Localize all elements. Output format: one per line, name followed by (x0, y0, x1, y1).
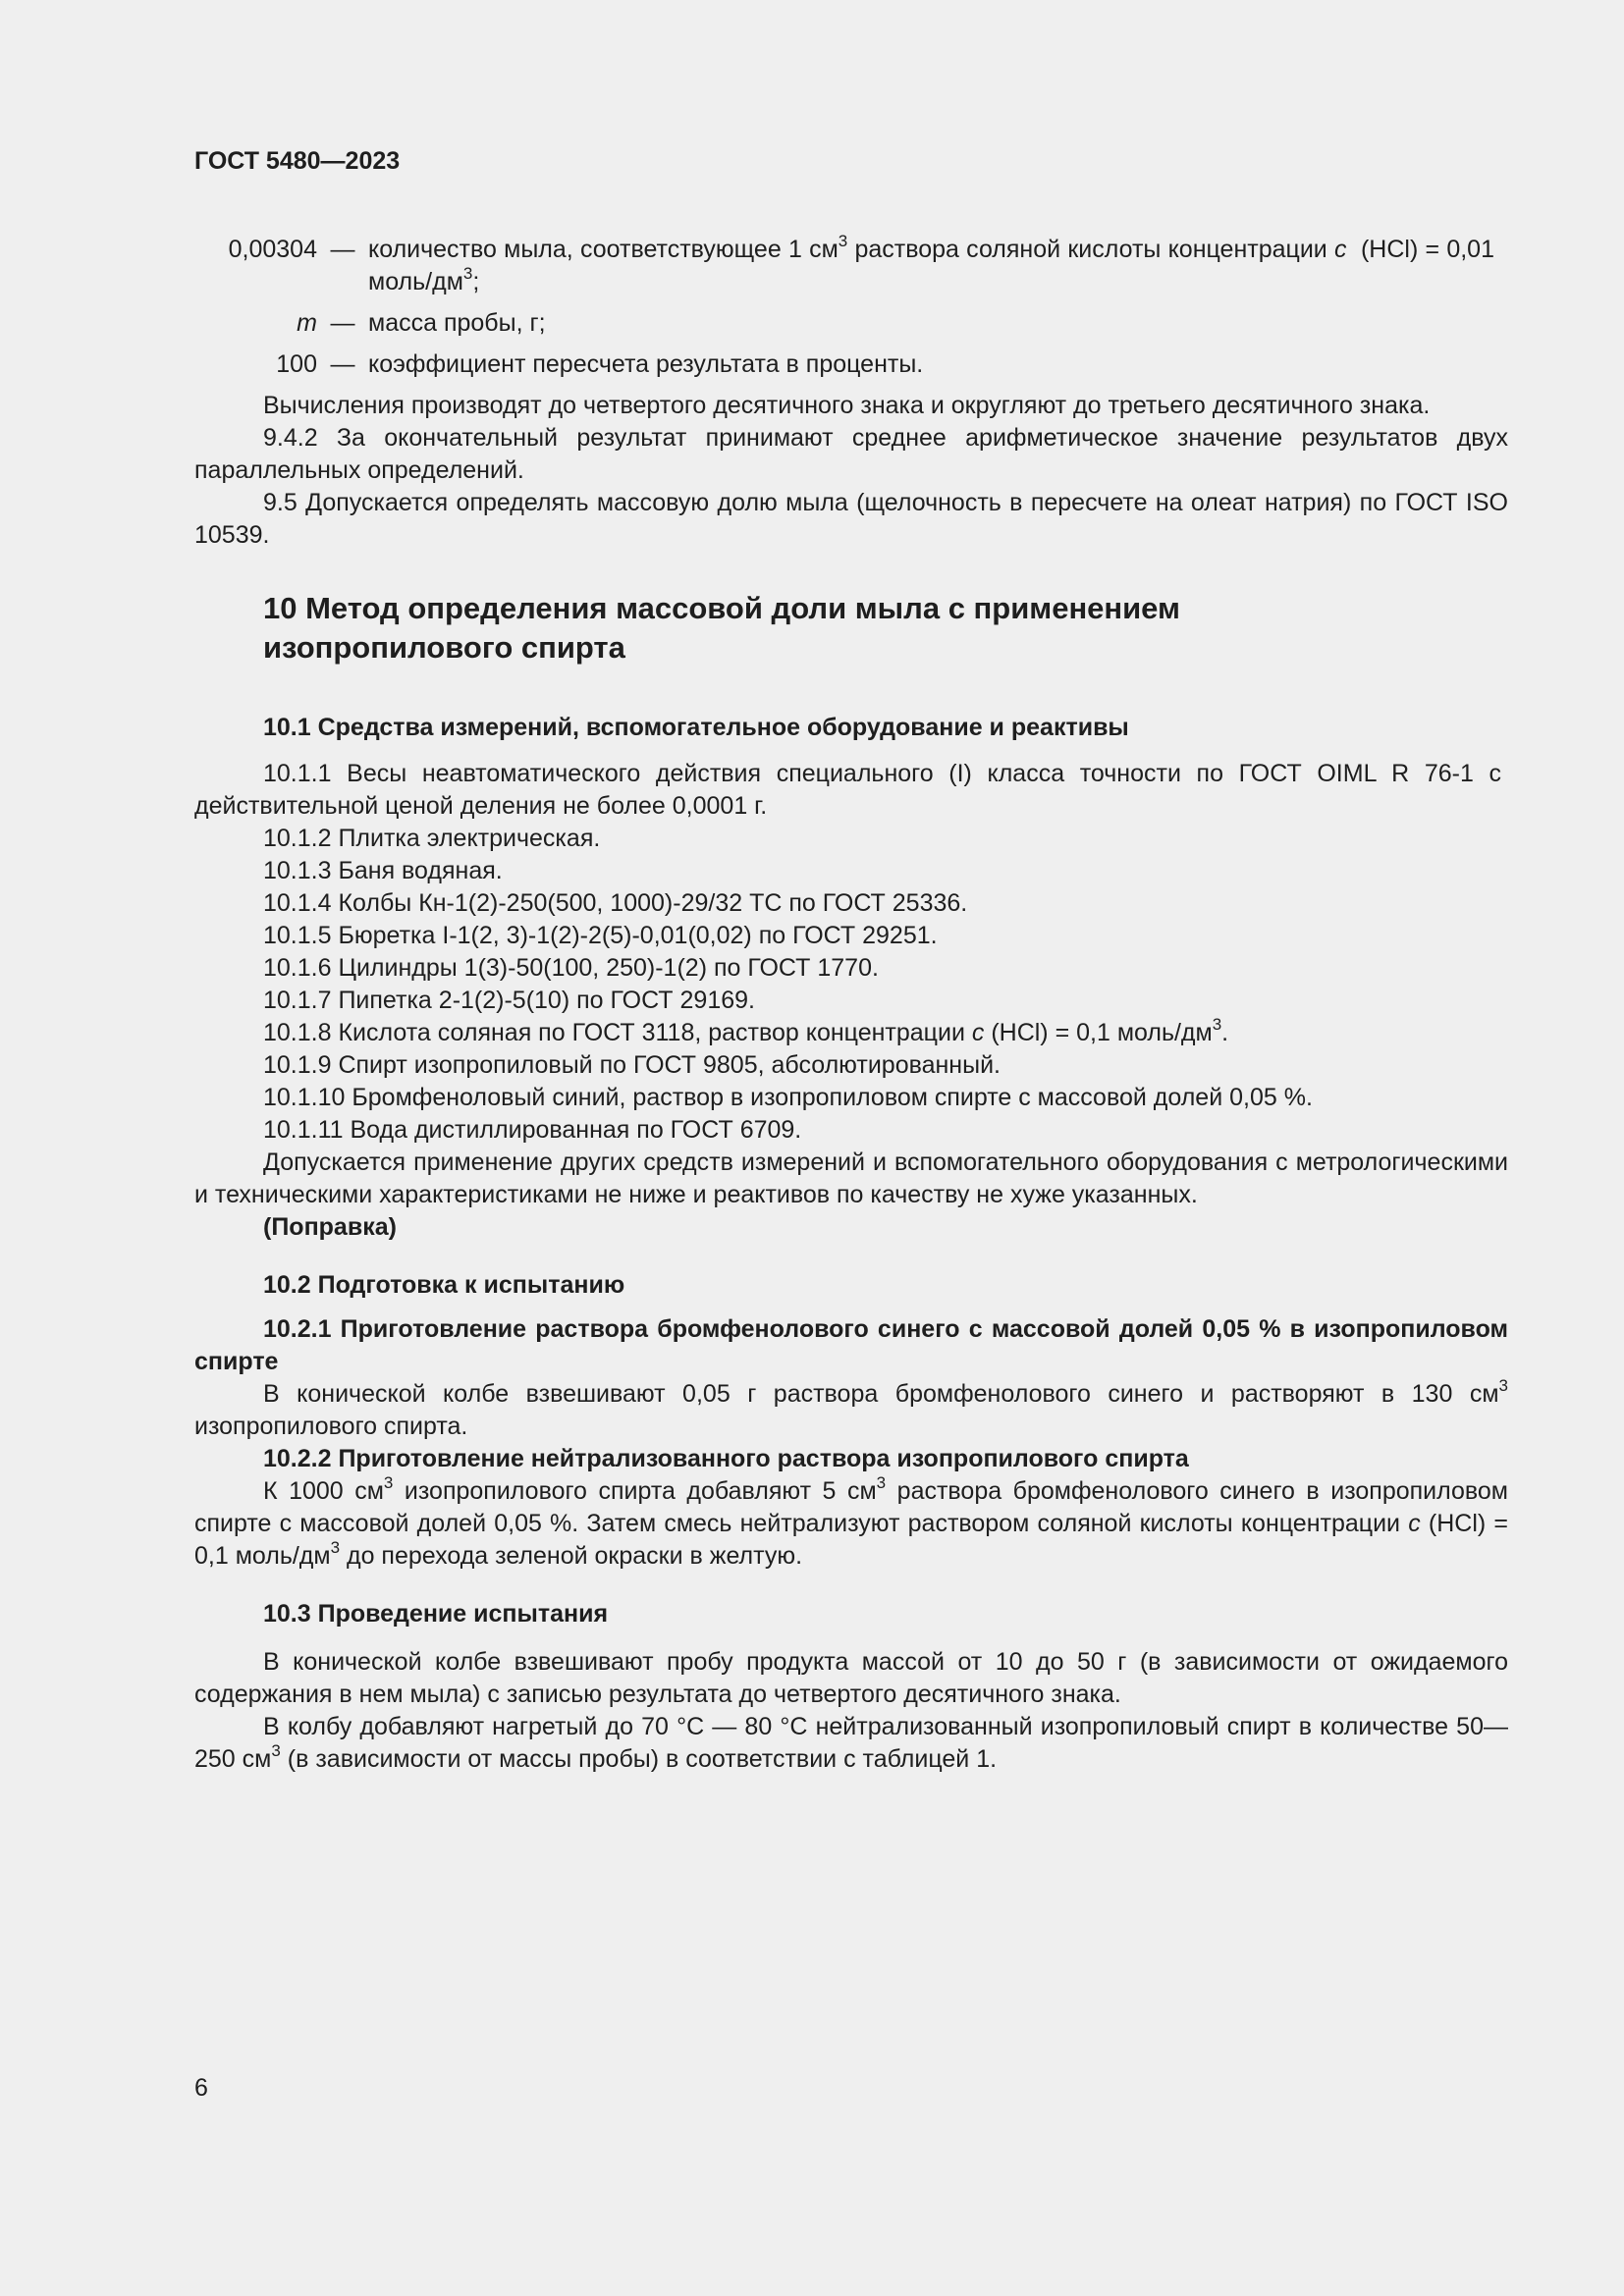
list-item: 10.1.5 Бюретка I-1(2, 3)-1(2)-2(5)-0,01(0,02) по ГОСТ 29251. (263, 922, 938, 949)
definition-row (194, 231, 1508, 298)
section-10-2-2-title: 10.2.2 Приготовление нейтрализованного раствора изопропилового спирта (263, 1445, 1189, 1472)
formula-definitions (194, 231, 1508, 381)
section-10-2-1-text: В конической колбе взвешивают 0,05 г раствора бромфенолового синего и растворяют в 130 $см^3$ изопропилового спирта. (194, 1375, 1508, 1440)
definition-text: коэффициент пересчета результата в проценты. (368, 350, 924, 378)
page-number: 6 (194, 2074, 208, 2102)
list-item: 10.1.9 Спирт изопропиловый по ГОСТ 9805, абсолютированный. (263, 1051, 1001, 1079)
document-header: ГОСТ 5480—2023 (194, 147, 401, 175)
paragraph-9-5: 9.5 Допускается определять массовую долю мыла (щелочность в пересчете на олеат натрия) по ГОСТ ISO 10539. (194, 489, 1508, 549)
section-10-1-title: 10.1 Средства измерений, вспомогательное оборудование и реактивы (263, 714, 1129, 741)
list-item: 10.1.10 Бромфеноловый синий, раствор в изопропиловом спирте с массовой долей 0,05 %. (263, 1084, 1313, 1111)
list-item: 10.1.4 Колбы Кн-1(2)-250(500, 1000)-29/32 ТС по ГОСТ 25336. (263, 889, 968, 917)
list-item: 10.1.3 Баня водяная. (263, 857, 503, 884)
section-10-title: 10 Метод определения массовой доли мыла с применением изопропилового спирта (263, 591, 1180, 665)
definition-dash: — (330, 309, 355, 337)
list-item: Допускается применение других средств измерений и вспомогательного оборудования с метрологическими и техническими характеристиками не ниже и реактивов по качеству не хуже указанных. (194, 1148, 1508, 1208)
list-item: 10.1.2 Плитка электрическая. (263, 825, 601, 852)
list-item: 10.1.11 Вода дистиллированная по ГОСТ 6709. (263, 1116, 802, 1144)
amendment-note: (Поправка) (263, 1213, 397, 1241)
section-10-2-2-text: К 1000 $см^3$ изопропилового спирта добавляют 5 $см^3$ раствора бромфенолового синего в изопропиловом спирте с массовой долей 0,05 %. Затем смесь нейтрализуют раствором соляной кислоты концентрации c (HCl) = 0,1 моль/$дм^3$ до перехода зеленой окраски в желтую. (194, 1472, 1508, 1570)
list-item: 10.1.8 Кислота соляная по ГОСТ 3118, раствор концентрации c (HCl) = 0,1 моль/$дм^3$. (263, 1014, 1229, 1046)
definition-dash: — (330, 350, 355, 378)
section-10-2-title: 10.2 Подготовка к испытанию (263, 1271, 625, 1299)
section-10-3-title: 10.3 Проведение испытания (263, 1600, 609, 1628)
list-item: 10.1.7 Пипетка 2-1(2)-5(10) по ГОСТ 29169. (263, 987, 755, 1014)
section-10-2-1-title: 10.2.1 Приготовление раствора бромфенолового синего с массовой долей 0,05 % в изопропиловом спирте (194, 1315, 1508, 1375)
definition-row (194, 307, 1508, 340)
definition-dash: — (330, 236, 355, 263)
definition-symbol: 100 (276, 350, 317, 378)
paragraph-calculation: Вычисления производят до четвертого десятичного знака и округляют до третьего десятичного знака. (263, 392, 1431, 419)
page-content (194, 231, 1508, 1776)
section-10-3-para-1: В конической колбе взвешивают пробу продукта массой от 10 до 50 г (в зависимости от ожидаемого содержания в нем мыла) с записью результата до четвертого десятичного знака. (194, 1648, 1508, 1708)
paragraph-9-4-2: 9.4.2 За окончательный результат принимают среднее арифметическое значение результатов двух параллельных определений. (194, 424, 1508, 484)
list-item: 10.1.1 Весы неавтоматического действия специального (I) класса точности по ГОСТ OIML R 76-1 с действительной ценой деления не более 0,0001 г. (194, 760, 1508, 820)
definition-text: масса пробы, г; (368, 309, 546, 337)
definition-symbol: m (297, 309, 317, 337)
section-10-1-items (194, 758, 1508, 1244)
definition-symbol: 0,00304 (228, 236, 317, 263)
definition-row (194, 348, 1508, 381)
section-10-3-para-2: В колбу добавляют нагретый до 70 °С — 80 °С нейтрализованный изопропиловый спирт в количестве 50—250 $см^3$ (в зависимости от массы пробы) в соответствии с таблицей 1. (194, 1713, 1508, 1773)
list-item: 10.1.6 Цилиндры 1(3)-50(100, 250)-1(2) по ГОСТ 1770. (263, 954, 879, 982)
definition-text: количество мыла, соответствующее 1 $см^3$ раствора соляной кислоты концентрации c (HCl) = 0,01 моль/$дм^3$; (368, 231, 1494, 295)
